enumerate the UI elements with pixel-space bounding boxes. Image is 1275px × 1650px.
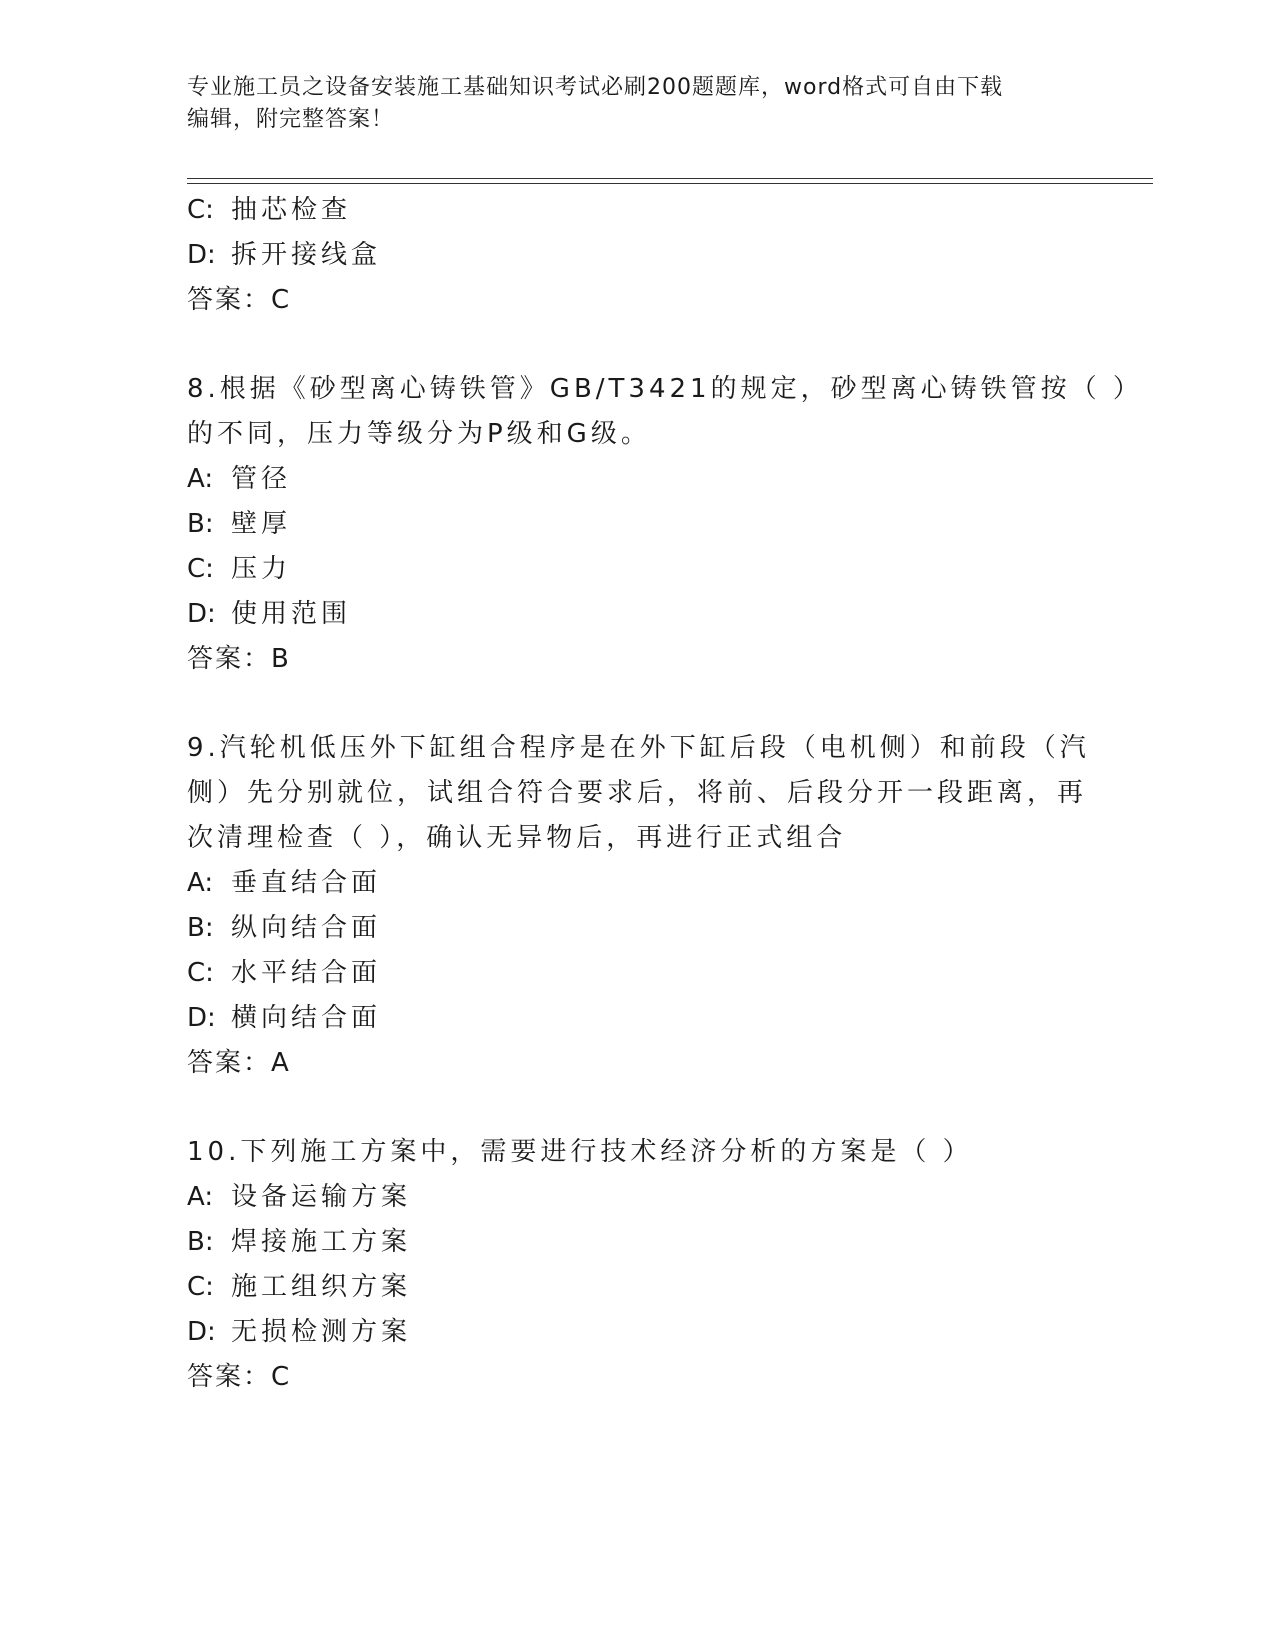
q10-option-a [187, 1181, 411, 1213]
answer-label: 答案： [187, 1362, 272, 1392]
q10-option-b [187, 1226, 411, 1258]
option-label: B: [187, 1227, 214, 1257]
q9-stem-line-2: 侧）先分别就位，试组合符合要求后，将前、后段分开一段距离，再 [187, 778, 1088, 808]
option-text: 横向结合面 [231, 1003, 382, 1033]
q7-option-d [187, 239, 381, 271]
q8-option-c [187, 553, 291, 585]
q8-stem-line-1: 8.根据《砂型离心铸铁管》GB/T3421的规定，砂型离心铸铁管按（ ） [187, 374, 1143, 404]
q8-option-a [187, 463, 291, 495]
q9-stem-line-3: 次清理检查（ ），确认无异物后，再进行正式组合 [187, 823, 847, 853]
option-label: C: [187, 195, 214, 225]
option-text: 无损检测方案 [231, 1317, 412, 1347]
option-text: 水平结合面 [231, 958, 382, 988]
option-text: 焊接施工方案 [231, 1227, 412, 1257]
q9-answer [187, 1047, 293, 1079]
option-text: 壁厚 [231, 509, 292, 539]
option-text: 设备运输方案 [231, 1182, 412, 1212]
option-text: 垂直结合面 [231, 868, 382, 898]
q7-answer [187, 284, 293, 316]
option-label: C: [187, 554, 214, 584]
header-line-1: 专业施工员之设备安装施工基础知识考试必刷200题题库，word格式可自由下载 [187, 75, 1004, 100]
q10-option-c [187, 1271, 411, 1303]
option-label: D: [187, 1317, 216, 1347]
q8-option-b [187, 508, 291, 540]
header-line-2: 编辑，附完整答案！ [187, 107, 395, 132]
option-text: 拆开接线盒 [231, 240, 382, 270]
q7-option-c [187, 194, 351, 226]
answer-value: C [271, 285, 294, 315]
q8-stem-line-2: 的不同，压力等级分为P级和G级。 [187, 419, 651, 449]
answer-label: 答案： [187, 285, 272, 315]
option-text: 纵向结合面 [231, 913, 382, 943]
q9-option-d [187, 1002, 381, 1034]
option-label: B: [187, 509, 214, 539]
option-label: A: [187, 464, 214, 494]
answer-value: C [271, 1362, 294, 1392]
answer-value: A [271, 1048, 293, 1078]
option-label: D: [187, 240, 216, 270]
answer-value: B [271, 644, 293, 674]
q8-option-d [187, 598, 351, 630]
q8-answer [187, 643, 293, 675]
option-label: D: [187, 1003, 216, 1033]
option-text: 管径 [231, 464, 292, 494]
option-text: 施工组织方案 [231, 1272, 412, 1302]
q10-answer [187, 1361, 293, 1393]
answer-label: 答案： [187, 1048, 272, 1078]
option-label: A: [187, 1182, 214, 1212]
option-text: 抽芯检查 [231, 195, 352, 225]
q9-option-a [187, 867, 381, 899]
q9-option-c [187, 957, 381, 989]
option-text: 使用范围 [231, 599, 352, 629]
q9-stem-line-1: 9.汽轮机低压外下缸组合程序是在外下缸后段（电机侧）和前段（汽 [187, 733, 1090, 763]
option-text: 压力 [231, 554, 292, 584]
q10-option-d [187, 1316, 411, 1348]
option-label: C: [187, 1272, 214, 1302]
option-label: D: [187, 599, 216, 629]
header-divider-top [187, 178, 1153, 179]
option-label: C: [187, 958, 214, 988]
page-header [187, 72, 1067, 136]
q10-stem-line-1: 10.下列施工方案中，需要进行技术经济分析的方案是（ ） [187, 1137, 973, 1167]
option-label: A: [187, 868, 214, 898]
header-divider-bottom [187, 183, 1153, 184]
q9-option-b [187, 912, 381, 944]
option-label: B: [187, 913, 214, 943]
answer-label: 答案： [187, 644, 272, 674]
